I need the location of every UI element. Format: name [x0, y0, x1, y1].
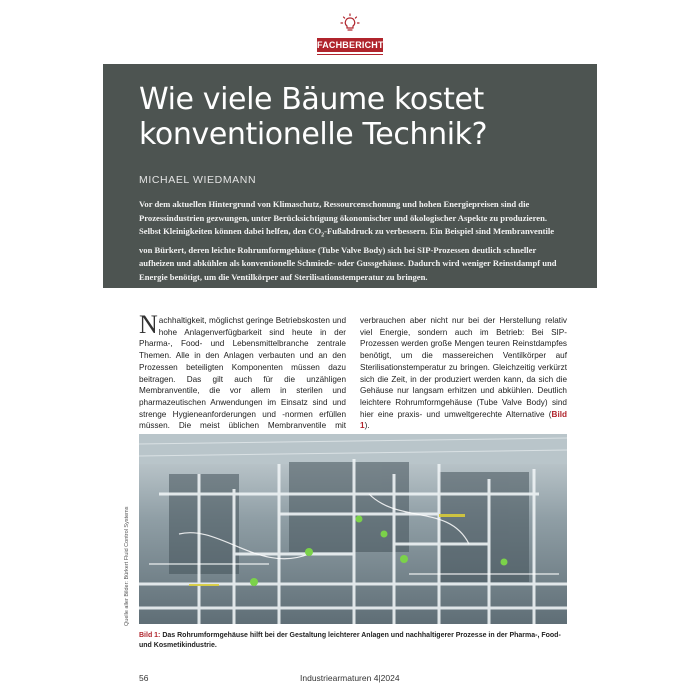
title-line-2: konventionelle Technik? [139, 117, 488, 152]
hero-banner [103, 64, 597, 288]
body-text [139, 310, 567, 444]
author-name: MICHAEL WIEDMANN [139, 174, 257, 186]
drop-cap: N [139, 310, 158, 339]
lead-text-1: Vor dem aktuellen Hintergrund von Klimaschutz, Ressourcenschonung und hohen Energiepreisen sind die Prozessindustrien gezwungen, unter Berücksichtigung ökonomischer und ökologischer Aspekte zu produzieren. Selbst Kleinigkeiten können dabei helfen, den CO [139, 199, 548, 237]
photo-credit: Quelle aller Bilder: Bürkert Fluid Control Systems [124, 506, 130, 626]
body-paragraph-end: ). [364, 421, 370, 431]
lead-text-2: -Fußabdruck zu verbessern. Ein Beispiel sind Membranventile von Bürkert, deren leichte Rohrumformgehäuse (Tube Valve Body) sich bei SIP-Prozessen deutlich schneller aufheizen und abkühlen als konventionelle Schmiede- oder Gussgehäuse. Dadurch wird weniger Reinstdampf und Energie benötigt, um die Ventilkörper auf Sterilisationstemperatur zu bringen. [139, 226, 557, 282]
article-title [139, 82, 561, 152]
body-paragraph: achhaltigkeit, möglichst geringe Betriebskosten und hohe Anlagenverfügbarkeit sind heute in der Pharma-, Food- und Lebensmittelbranche zentrale Themen. Alle in den Anlagen verbauten und an den Prozessen beteiligten Komponenten müssen dazu beitragen. Das gilt auch für die unzähligen Membranventile, die vor allem in sterilen und pharmazeutischen Anwendungen im Einsatz sind und strenge Hygieneanforderungen und -normen erfüllen müssen. Die meist üblichen Membranventile mit verbrauchen aber nicht nur bei der Herstellung relativ viel Energie, sondern auch im Betrieb: Bei SIP-Prozessen werden große Mengen teuren Reinstdampfes benötigt, um die massereichen Ventilkörper auf Sterilisationstemperatur zu bringen. Gleichzeitig verkürzt sich die Zeit, in der produziert werden kann, da sich die Gehäuse nur langsam erhitzen und abkühlen. Deutlich leichtere Rohrumformgehäuse (Tube Valve Body) sind hier eine praxis- und umweltgerechte Alternative ( [139, 316, 567, 431]
title-line-1: Wie viele Bäume kostet [139, 82, 484, 117]
plant-photo [139, 434, 567, 624]
section-underline [317, 54, 383, 55]
lead-subscript: 2 [321, 232, 325, 239]
page-number: 56 [139, 673, 149, 683]
caption-label: Bild 1: [139, 632, 161, 639]
lead-paragraph [139, 198, 561, 284]
lightbulb-icon [340, 13, 360, 35]
figure-caption [139, 631, 567, 650]
publication-title: Industriearmaturen 4|2024 [300, 673, 400, 683]
section-tag: FACHBERICHT [317, 40, 384, 50]
figure-reference-link[interactable]: Bild 1 [360, 409, 567, 431]
caption-text: Das Rohrumformgehäuse hilft bei der Gestaltung leichterer Anlagen und nachhaltigerer Prozesse in der Pharma-, Food- und Kosmetikindustrie. [139, 632, 561, 649]
